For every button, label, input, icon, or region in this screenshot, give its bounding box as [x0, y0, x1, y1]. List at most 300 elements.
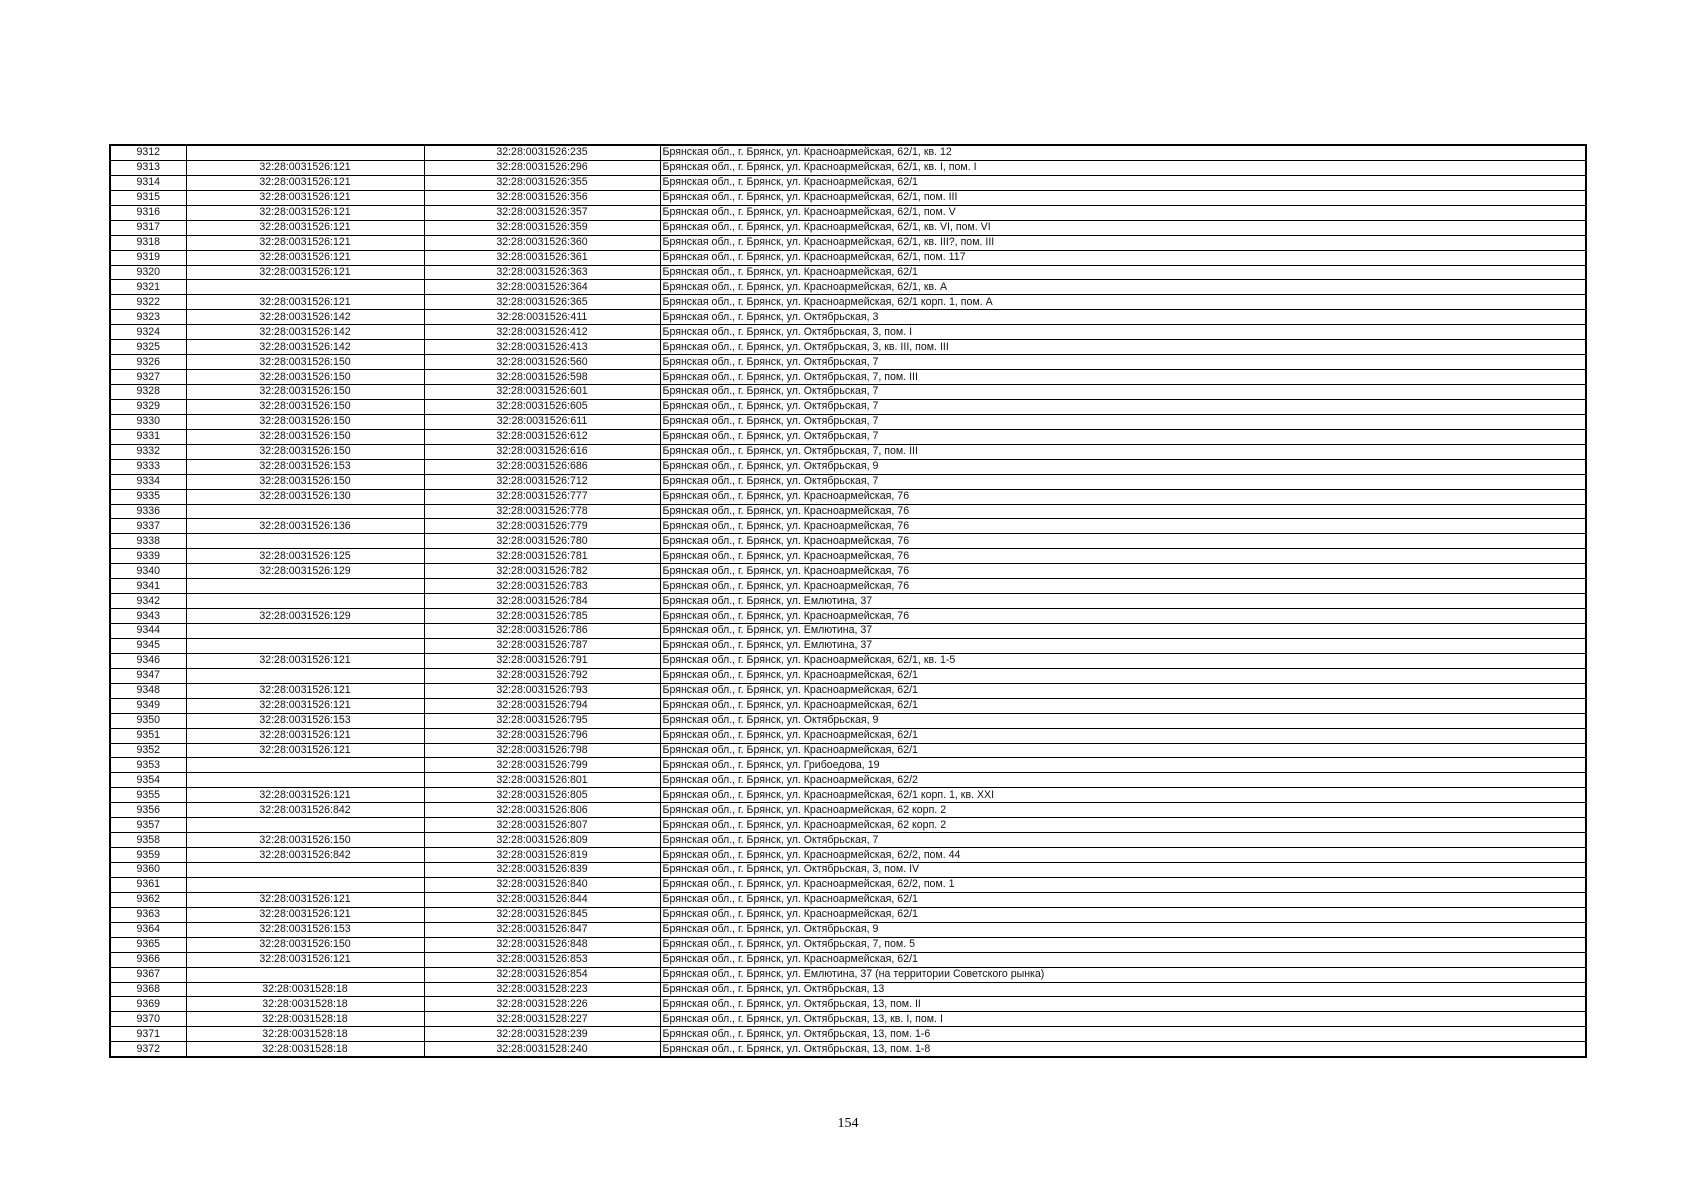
parent-cadastral-cell: 32:28:0031526:121 — [186, 265, 424, 280]
row-number-cell: 9326 — [110, 355, 186, 370]
table-row — [110, 474, 1586, 489]
parent-cadastral-cell — [186, 624, 424, 639]
row-number-cell: 9315 — [110, 190, 186, 205]
cadastral-number-cell: 32:28:0031526:806 — [424, 803, 660, 818]
row-number-cell: 9338 — [110, 534, 186, 549]
row-number-cell: 9322 — [110, 295, 186, 310]
parent-cadastral-cell: 32:28:0031528:18 — [186, 1027, 424, 1042]
table-row — [110, 892, 1586, 907]
cadastral-table — [109, 144, 1587, 1058]
table-row — [110, 997, 1586, 1012]
parent-cadastral-cell: 32:28:0031526:142 — [186, 310, 424, 325]
cadastral-number-cell: 32:28:0031526:798 — [424, 743, 660, 758]
cadastral-number-cell: 32:28:0031526:786 — [424, 624, 660, 639]
row-number-cell: 9358 — [110, 833, 186, 848]
table-row — [110, 340, 1586, 355]
address-cell: Брянская обл., г. Брянск, ул. Красноармейская, 76 — [660, 549, 1586, 564]
table-row — [110, 459, 1586, 474]
table-row — [110, 877, 1586, 892]
table-row — [110, 265, 1586, 280]
parent-cadastral-cell — [186, 504, 424, 519]
address-cell: Брянская обл., г. Брянск, ул. Октябрьская, 3, пом. I — [660, 325, 1586, 340]
address-cell: Брянская обл., г. Брянск, ул. Красноармейская, 62/2, пом. 44 — [660, 848, 1586, 863]
parent-cadastral-cell: 32:28:0031528:18 — [186, 997, 424, 1012]
parent-cadastral-cell: 32:28:0031526:121 — [186, 952, 424, 967]
table-row — [110, 683, 1586, 698]
address-cell: Брянская обл., г. Брянск, ул. Красноармейская, 76 — [660, 519, 1586, 534]
cadastral-number-cell: 32:28:0031526:784 — [424, 594, 660, 609]
row-number-cell: 9365 — [110, 937, 186, 952]
address-cell: Брянская обл., г. Брянск, ул. Емлютина, 37 — [660, 594, 1586, 609]
table-row — [110, 1012, 1586, 1027]
parent-cadastral-cell: 32:28:0031526:153 — [186, 922, 424, 937]
row-number-cell: 9334 — [110, 474, 186, 489]
address-cell: Брянская обл., г. Брянск, ул. Красноармейская, 62/1 — [660, 952, 1586, 967]
cadastral-number-cell: 32:28:0031526:780 — [424, 534, 660, 549]
parent-cadastral-cell — [186, 758, 424, 773]
row-number-cell: 9343 — [110, 609, 186, 624]
row-number-cell: 9361 — [110, 877, 186, 892]
table-row — [110, 489, 1586, 504]
parent-cadastral-cell — [186, 863, 424, 878]
cadastral-number-cell: 32:28:0031528:240 — [424, 1042, 660, 1057]
cadastral-number-cell: 32:28:0031526:360 — [424, 235, 660, 250]
cadastral-number-cell: 32:28:0031528:226 — [424, 997, 660, 1012]
parent-cadastral-cell: 32:28:0031528:18 — [186, 1012, 424, 1027]
address-cell: Брянская обл., г. Брянск, ул. Красноармейская, 62/1, кв. 1-5 — [660, 653, 1586, 668]
table-row — [110, 579, 1586, 594]
cadastral-number-cell: 32:28:0031526:807 — [424, 818, 660, 833]
table-row — [110, 668, 1586, 683]
row-number-cell: 9346 — [110, 653, 186, 668]
parent-cadastral-cell — [186, 773, 424, 788]
row-number-cell: 9364 — [110, 922, 186, 937]
table-row — [110, 295, 1586, 310]
cadastral-number-cell: 32:28:0031526:605 — [424, 399, 660, 414]
cadastral-number-cell: 32:28:0031526:781 — [424, 549, 660, 564]
cadastral-number-cell: 32:28:0031526:805 — [424, 788, 660, 803]
table-row — [110, 414, 1586, 429]
cadastral-number-cell: 32:28:0031526:854 — [424, 967, 660, 982]
address-cell: Брянская обл., г. Брянск, ул. Красноармейская, 62/1, пом. V — [660, 205, 1586, 220]
row-number-cell: 9371 — [110, 1027, 186, 1042]
table-row — [110, 534, 1586, 549]
row-number-cell: 9347 — [110, 668, 186, 683]
address-cell: Брянская обл., г. Брянск, ул. Красноармейская, 62/1 корп. 1, пом. А — [660, 295, 1586, 310]
address-cell: Брянская обл., г. Брянск, ул. Красноармейская, 76 — [660, 534, 1586, 549]
address-cell: Брянская обл., г. Брянск, ул. Красноармейская, 62/1 — [660, 728, 1586, 743]
cadastral-number-cell: 32:28:0031528:239 — [424, 1027, 660, 1042]
cadastral-table-body — [110, 145, 1586, 1057]
table-row — [110, 145, 1586, 160]
row-number-cell: 9349 — [110, 698, 186, 713]
table-row — [110, 638, 1586, 653]
table-row — [110, 370, 1586, 385]
address-cell: Брянская обл., г. Брянск, ул. Красноармейская, 62/1 — [660, 698, 1586, 713]
parent-cadastral-cell — [186, 145, 424, 160]
address-cell: Брянская обл., г. Брянск, ул. Красноармейская, 62/2 — [660, 773, 1586, 788]
row-number-cell: 9354 — [110, 773, 186, 788]
row-number-cell: 9367 — [110, 967, 186, 982]
address-cell: Брянская обл., г. Брянск, ул. Красноармейская, 76 — [660, 489, 1586, 504]
parent-cadastral-cell — [186, 638, 424, 653]
row-number-cell: 9350 — [110, 713, 186, 728]
cadastral-number-cell: 32:28:0031528:223 — [424, 982, 660, 997]
cadastral-number-cell: 32:28:0031526:616 — [424, 444, 660, 459]
row-number-cell: 9323 — [110, 310, 186, 325]
address-cell: Брянская обл., г. Брянск, ул. Грибоедова, 19 — [660, 758, 1586, 773]
table-row — [110, 190, 1586, 205]
parent-cadastral-cell: 32:28:0031526:121 — [186, 235, 424, 250]
cadastral-number-cell: 32:28:0031526:235 — [424, 145, 660, 160]
table-row — [110, 713, 1586, 728]
address-cell: Брянская обл., г. Брянск, ул. Красноармейская, 62/1, кв. I, пом. I — [660, 160, 1586, 175]
table-row — [110, 967, 1586, 982]
cadastral-number-cell: 32:28:0031526:296 — [424, 160, 660, 175]
row-number-cell: 9353 — [110, 758, 186, 773]
cadastral-number-cell: 32:28:0031526:799 — [424, 758, 660, 773]
address-cell: Брянская обл., г. Брянск, ул. Октябрьская, 9 — [660, 922, 1586, 937]
address-cell: Брянская обл., г. Брянск, ул. Красноармейская, 62/1 — [660, 892, 1586, 907]
row-number-cell: 9318 — [110, 235, 186, 250]
row-number-cell: 9327 — [110, 370, 186, 385]
table-row — [110, 549, 1586, 564]
cadastral-number-cell: 32:28:0031526:782 — [424, 564, 660, 579]
parent-cadastral-cell: 32:28:0031526:130 — [186, 489, 424, 504]
table-row — [110, 160, 1586, 175]
cadastral-number-cell: 32:28:0031526:783 — [424, 579, 660, 594]
table-row — [110, 863, 1586, 878]
row-number-cell: 9320 — [110, 265, 186, 280]
cadastral-number-cell: 32:28:0031526:686 — [424, 459, 660, 474]
cadastral-number-cell: 32:28:0031526:361 — [424, 250, 660, 265]
cadastral-number-cell: 32:28:0031526:793 — [424, 683, 660, 698]
row-number-cell: 9331 — [110, 429, 186, 444]
address-cell: Брянская обл., г. Брянск, ул. Октябрьская, 7 — [660, 385, 1586, 400]
parent-cadastral-cell: 32:28:0031526:150 — [186, 833, 424, 848]
parent-cadastral-cell: 32:28:0031526:121 — [186, 190, 424, 205]
parent-cadastral-cell: 32:28:0031526:121 — [186, 892, 424, 907]
cadastral-number-cell: 32:28:0031526:848 — [424, 937, 660, 952]
table-row — [110, 175, 1586, 190]
cadastral-number-cell: 32:28:0031526:795 — [424, 713, 660, 728]
address-cell: Брянская обл., г. Брянск, ул. Красноармейская, 62/1 — [660, 265, 1586, 280]
table-row — [110, 937, 1586, 952]
parent-cadastral-cell: 32:28:0031526:142 — [186, 340, 424, 355]
cadastral-number-cell: 32:28:0031526:785 — [424, 609, 660, 624]
cadastral-number-cell: 32:28:0031526:355 — [424, 175, 660, 190]
address-cell: Брянская обл., г. Брянск, ул. Красноармейская, 62/1 — [660, 683, 1586, 698]
cadastral-number-cell: 32:28:0031526:598 — [424, 370, 660, 385]
table-row — [110, 504, 1586, 519]
table-row — [110, 1027, 1586, 1042]
address-cell: Брянская обл., г. Брянск, ул. Октябрьская, 7 — [660, 399, 1586, 414]
address-cell: Брянская обл., г. Брянск, ул. Красноармейская, 62/1 — [660, 743, 1586, 758]
cadastral-number-cell: 32:28:0031526:839 — [424, 863, 660, 878]
row-number-cell: 9370 — [110, 1012, 186, 1027]
row-number-cell: 9333 — [110, 459, 186, 474]
row-number-cell: 9317 — [110, 220, 186, 235]
parent-cadastral-cell: 32:28:0031526:150 — [186, 444, 424, 459]
cadastral-number-cell: 32:28:0031526:778 — [424, 504, 660, 519]
parent-cadastral-cell — [186, 668, 424, 683]
address-cell: Брянская обл., г. Брянск, ул. Октябрьская, 7, пом. III — [660, 444, 1586, 459]
address-cell: Брянская обл., г. Брянск, ул. Красноармейская, 62/1, кв. А — [660, 280, 1586, 295]
row-number-cell: 9312 — [110, 145, 186, 160]
table-row — [110, 519, 1586, 534]
address-cell: Брянская обл., г. Брянск, ул. Красноармейская, 62/1, пом. 117 — [660, 250, 1586, 265]
parent-cadastral-cell: 32:28:0031526:121 — [186, 728, 424, 743]
row-number-cell: 9359 — [110, 848, 186, 863]
row-number-cell: 9316 — [110, 205, 186, 220]
table-row — [110, 385, 1586, 400]
parent-cadastral-cell: 32:28:0031528:18 — [186, 982, 424, 997]
address-cell: Брянская обл., г. Брянск, ул. Октябрьская, 13 — [660, 982, 1586, 997]
cadastral-number-cell: 32:28:0031526:791 — [424, 653, 660, 668]
row-number-cell: 9325 — [110, 340, 186, 355]
address-cell: Брянская обл., г. Брянск, ул. Октябрьская, 13, пом. 1-8 — [660, 1042, 1586, 1057]
parent-cadastral-cell: 32:28:0031526:150 — [186, 385, 424, 400]
row-number-cell: 9324 — [110, 325, 186, 340]
table-row — [110, 952, 1586, 967]
parent-cadastral-cell: 32:28:0031526:150 — [186, 399, 424, 414]
cadastral-number-cell: 32:28:0031526:801 — [424, 773, 660, 788]
table-row — [110, 803, 1586, 818]
address-cell: Брянская обл., г. Брянск, ул. Октябрьская, 13, пом. II — [660, 997, 1586, 1012]
table-row — [110, 564, 1586, 579]
table-row — [110, 982, 1586, 997]
cadastral-number-cell: 32:28:0031526:611 — [424, 414, 660, 429]
table-row — [110, 907, 1586, 922]
address-cell: Брянская обл., г. Брянск, ул. Красноармейская, 62/1 — [660, 907, 1586, 922]
table-row — [110, 788, 1586, 803]
parent-cadastral-cell: 32:28:0031526:129 — [186, 609, 424, 624]
parent-cadastral-cell: 32:28:0031526:150 — [186, 414, 424, 429]
address-cell: Брянская обл., г. Брянск, ул. Красноармейская, 76 — [660, 564, 1586, 579]
cadastral-number-cell: 32:28:0031526:412 — [424, 325, 660, 340]
cadastral-number-cell: 32:28:0031526:364 — [424, 280, 660, 295]
row-number-cell: 9342 — [110, 594, 186, 609]
address-cell: Брянская обл., г. Брянск, ул. Красноармейская, 62/1, пом. III — [660, 190, 1586, 205]
table-row — [110, 818, 1586, 833]
table-row — [110, 758, 1586, 773]
parent-cadastral-cell: 32:28:0031526:121 — [186, 683, 424, 698]
table-row — [110, 773, 1586, 788]
row-number-cell: 9351 — [110, 728, 186, 743]
address-cell: Брянская обл., г. Брянск, ул. Октябрьская, 7, пом. III — [660, 370, 1586, 385]
row-number-cell: 9360 — [110, 863, 186, 878]
table-row — [110, 355, 1586, 370]
row-number-cell: 9314 — [110, 175, 186, 190]
address-cell: Брянская обл., г. Брянск, ул. Октябрьская, 9 — [660, 713, 1586, 728]
row-number-cell: 9356 — [110, 803, 186, 818]
cadastral-number-cell: 32:28:0031528:227 — [424, 1012, 660, 1027]
parent-cadastral-cell: 32:28:0031526:125 — [186, 549, 424, 564]
cadastral-number-cell: 32:28:0031526:363 — [424, 265, 660, 280]
table-row — [110, 205, 1586, 220]
parent-cadastral-cell — [186, 534, 424, 549]
parent-cadastral-cell: 32:28:0031526:842 — [186, 848, 424, 863]
cadastral-number-cell: 32:28:0031526:794 — [424, 698, 660, 713]
parent-cadastral-cell: 32:28:0031526:150 — [186, 474, 424, 489]
address-cell: Брянская обл., г. Брянск, ул. Октябрьская, 7 — [660, 429, 1586, 444]
table-row — [110, 743, 1586, 758]
address-cell: Брянская обл., г. Брянск, ул. Октябрьская, 7, пом. 5 — [660, 937, 1586, 952]
address-cell: Брянская обл., г. Брянск, ул. Емлютина, 37 (на территории Советского рынка) — [660, 967, 1586, 982]
address-cell: Брянская обл., г. Брянск, ул. Октябрьская, 3 — [660, 310, 1586, 325]
cadastral-number-cell: 32:28:0031526:356 — [424, 190, 660, 205]
table-row — [110, 220, 1586, 235]
cadastral-number-cell: 32:28:0031526:844 — [424, 892, 660, 907]
address-cell: Брянская обл., г. Брянск, ул. Красноармейская, 62/1, кв. VI, пом. VI — [660, 220, 1586, 235]
table-row — [110, 653, 1586, 668]
row-number-cell: 9341 — [110, 579, 186, 594]
address-cell: Брянская обл., г. Брянск, ул. Октябрьская, 3, кв. III, пом. III — [660, 340, 1586, 355]
address-cell: Брянская обл., г. Брянск, ул. Емлютина, 37 — [660, 624, 1586, 639]
table-row — [110, 250, 1586, 265]
parent-cadastral-cell — [186, 818, 424, 833]
table-row — [110, 594, 1586, 609]
address-cell: Брянская обл., г. Брянск, ул. Красноармейская, 62 корп. 2 — [660, 803, 1586, 818]
parent-cadastral-cell — [186, 579, 424, 594]
row-number-cell: 9368 — [110, 982, 186, 997]
parent-cadastral-cell: 32:28:0031526:121 — [186, 698, 424, 713]
table-row — [110, 698, 1586, 713]
parent-cadastral-cell: 32:28:0031526:121 — [186, 205, 424, 220]
cadastral-number-cell: 32:28:0031526:560 — [424, 355, 660, 370]
cadastral-number-cell: 32:28:0031526:819 — [424, 848, 660, 863]
address-cell: Брянская обл., г. Брянск, ул. Красноармейская, 62/1 корп. 1, кв. XXI — [660, 788, 1586, 803]
row-number-cell: 9332 — [110, 444, 186, 459]
row-number-cell: 9340 — [110, 564, 186, 579]
parent-cadastral-cell: 32:28:0031526:121 — [186, 250, 424, 265]
cadastral-number-cell: 32:28:0031526:777 — [424, 489, 660, 504]
row-number-cell: 9352 — [110, 743, 186, 758]
cadastral-number-cell: 32:28:0031526:796 — [424, 728, 660, 743]
row-number-cell: 9330 — [110, 414, 186, 429]
table-row — [110, 609, 1586, 624]
parent-cadastral-cell: 32:28:0031526:121 — [186, 160, 424, 175]
row-number-cell: 9362 — [110, 892, 186, 907]
row-number-cell: 9319 — [110, 250, 186, 265]
table-row — [110, 325, 1586, 340]
row-number-cell: 9366 — [110, 952, 186, 967]
row-number-cell: 9348 — [110, 683, 186, 698]
table-row — [110, 429, 1586, 444]
table-row — [110, 280, 1586, 295]
parent-cadastral-cell: 32:28:0031526:136 — [186, 519, 424, 534]
row-number-cell: 9321 — [110, 280, 186, 295]
parent-cadastral-cell: 32:28:0031526:121 — [186, 907, 424, 922]
cadastral-number-cell: 32:28:0031526:853 — [424, 952, 660, 967]
parent-cadastral-cell: 32:28:0031528:18 — [186, 1042, 424, 1057]
address-cell: Брянская обл., г. Брянск, ул. Красноармейская, 62/1, кв. 12 — [660, 145, 1586, 160]
table-row — [110, 728, 1586, 743]
parent-cadastral-cell: 32:28:0031526:121 — [186, 743, 424, 758]
address-cell: Брянская обл., г. Брянск, ул. Красноармейская, 62/1 — [660, 175, 1586, 190]
address-cell: Брянская обл., г. Брянск, ул. Красноармейская, 62/1 — [660, 668, 1586, 683]
cadastral-number-cell: 32:28:0031526:601 — [424, 385, 660, 400]
page-number: 154 — [837, 1116, 859, 1131]
row-number-cell: 9313 — [110, 160, 186, 175]
parent-cadastral-cell: 32:28:0031526:150 — [186, 937, 424, 952]
parent-cadastral-cell: 32:28:0031526:142 — [186, 325, 424, 340]
table-row — [110, 444, 1586, 459]
row-number-cell: 9329 — [110, 399, 186, 414]
parent-cadastral-cell: 32:28:0031526:153 — [186, 459, 424, 474]
parent-cadastral-cell — [186, 877, 424, 892]
cadastral-number-cell: 32:28:0031526:792 — [424, 668, 660, 683]
row-number-cell: 9336 — [110, 504, 186, 519]
address-cell: Брянская обл., г. Брянск, ул. Октябрьская, 9 — [660, 459, 1586, 474]
address-cell: Брянская обл., г. Брянск, ул. Емлютина, 37 — [660, 638, 1586, 653]
parent-cadastral-cell: 32:28:0031526:150 — [186, 429, 424, 444]
parent-cadastral-cell: 32:28:0031526:121 — [186, 175, 424, 190]
address-cell: Брянская обл., г. Брянск, ул. Красноармейская, 76 — [660, 504, 1586, 519]
row-number-cell: 9357 — [110, 818, 186, 833]
address-cell: Брянская обл., г. Брянск, ул. Октябрьская, 7 — [660, 355, 1586, 370]
parent-cadastral-cell: 32:28:0031526:121 — [186, 295, 424, 310]
cadastral-number-cell: 32:28:0031526:411 — [424, 310, 660, 325]
parent-cadastral-cell — [186, 280, 424, 295]
table-row — [110, 1042, 1586, 1057]
row-number-cell: 9363 — [110, 907, 186, 922]
address-cell: Брянская обл., г. Брянск, ул. Красноармейская, 76 — [660, 579, 1586, 594]
parent-cadastral-cell: 32:28:0031526:150 — [186, 370, 424, 385]
parent-cadastral-cell: 32:28:0031526:153 — [186, 713, 424, 728]
address-cell: Брянская обл., г. Брянск, ул. Октябрьская, 7 — [660, 833, 1586, 848]
row-number-cell: 9344 — [110, 624, 186, 639]
parent-cadastral-cell: 32:28:0031526:842 — [186, 803, 424, 818]
table-row — [110, 399, 1586, 414]
parent-cadastral-cell: 32:28:0031526:129 — [186, 564, 424, 579]
address-cell: Брянская обл., г. Брянск, ул. Красноармейская, 62/2, пом. 1 — [660, 877, 1586, 892]
cadastral-number-cell: 32:28:0031526:847 — [424, 922, 660, 937]
table-row — [110, 833, 1586, 848]
cadastral-number-cell: 32:28:0031526:840 — [424, 877, 660, 892]
row-number-cell: 9345 — [110, 638, 186, 653]
table-row — [110, 848, 1586, 863]
cadastral-number-cell: 32:28:0031526:357 — [424, 205, 660, 220]
address-cell: Брянская обл., г. Брянск, ул. Красноармейская, 62 корп. 2 — [660, 818, 1586, 833]
cadastral-number-cell: 32:28:0031526:359 — [424, 220, 660, 235]
cadastral-number-cell: 32:28:0031526:712 — [424, 474, 660, 489]
address-cell: Брянская обл., г. Брянск, ул. Октябрьская, 13, пом. 1-6 — [660, 1027, 1586, 1042]
address-cell: Брянская обл., г. Брянск, ул. Октябрьская, 13, кв. I, пом. I — [660, 1012, 1586, 1027]
parent-cadastral-cell — [186, 967, 424, 982]
address-cell: Брянская обл., г. Брянск, ул. Октябрьская, 3, пом. IV — [660, 863, 1586, 878]
cadastral-number-cell: 32:28:0031526:845 — [424, 907, 660, 922]
row-number-cell: 9339 — [110, 549, 186, 564]
row-number-cell: 9335 — [110, 489, 186, 504]
cadastral-number-cell: 32:28:0031526:779 — [424, 519, 660, 534]
parent-cadastral-cell — [186, 594, 424, 609]
row-number-cell: 9372 — [110, 1042, 186, 1057]
cadastral-number-cell: 32:28:0031526:365 — [424, 295, 660, 310]
address-cell: Брянская обл., г. Брянск, ул. Красноармейская, 62/1, кв. III?, пом. III — [660, 235, 1586, 250]
cadastral-number-cell: 32:28:0031526:612 — [424, 429, 660, 444]
row-number-cell: 9369 — [110, 997, 186, 1012]
row-number-cell: 9355 — [110, 788, 186, 803]
cadastral-number-cell: 32:28:0031526:809 — [424, 833, 660, 848]
table-row — [110, 310, 1586, 325]
cadastral-number-cell: 32:28:0031526:413 — [424, 340, 660, 355]
parent-cadastral-cell: 32:28:0031526:150 — [186, 355, 424, 370]
table-row — [110, 235, 1586, 250]
address-cell: Брянская обл., г. Брянск, ул. Октябрьская, 7 — [660, 414, 1586, 429]
parent-cadastral-cell: 32:28:0031526:121 — [186, 653, 424, 668]
address-cell: Брянская обл., г. Брянск, ул. Красноармейская, 76 — [660, 609, 1586, 624]
